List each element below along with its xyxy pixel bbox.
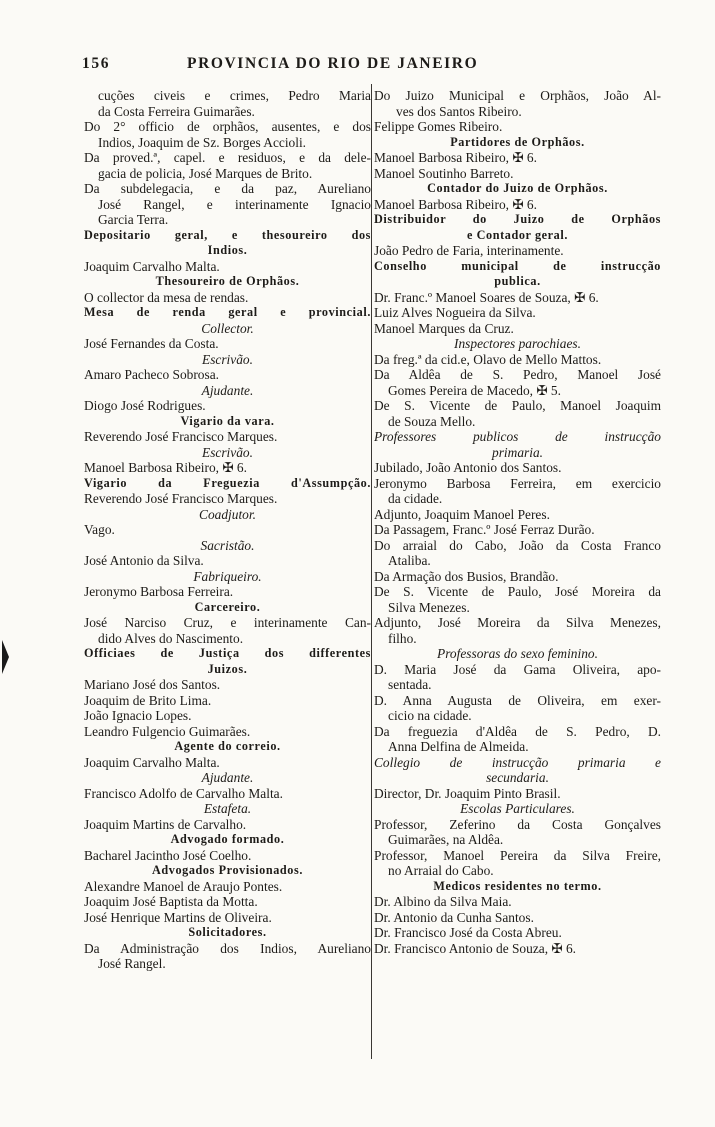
- text-line: Reverendo José Francisco Marques.: [84, 491, 278, 506]
- left-column: [84, 88, 371, 972]
- section-heading: Conselho municipal de instrucção: [374, 258, 661, 273]
- text-line: Da Aldêa de S. Pedro, Manoel José: [374, 367, 661, 382]
- text-line: Adjunto, Joaquim Manoel Peres.: [374, 506, 550, 522]
- text-line: D. Maria José da Gama Oliveira, apo-: [374, 661, 661, 677]
- section-heading: Distribuidor do Juizo de Orphãos: [374, 212, 661, 226]
- text-line: Da Passagem, Franc.º José Ferraz Durão.: [374, 522, 595, 537]
- text-line: De S. Vicente de Paulo, José Moreira da: [374, 584, 661, 599]
- page-title: PROVINCIA DO RIO DE JANEIRO: [187, 55, 479, 72]
- text-line: Manoel Barbosa Ribeiro, ✠ 6.: [84, 460, 247, 475]
- section-heading: Advogado formado.: [170, 832, 285, 846]
- text-line: Manoel Barbosa Ribeiro, ✠ 6.: [374, 150, 537, 165]
- text-line: Alexandre Manoel de Araujo Pontes.: [84, 878, 283, 894]
- text-line: Professor, Manoel Pereira da Silva Freire,: [374, 847, 661, 863]
- text-line: José Fernandes da Costa.: [84, 336, 219, 351]
- section-heading: Juizos.: [207, 661, 248, 676]
- text-line: Adjunto, José Moreira da Silva Menezes,: [374, 615, 661, 630]
- section-heading: Agente do correio.: [174, 739, 281, 753]
- text-line: Indios, Joaquim de Sz. Borges Accioli.: [98, 134, 307, 150]
- text-line: Joaquim José Baptista da Motta.: [84, 894, 258, 909]
- section-heading: e Contador geral.: [466, 227, 569, 242]
- role-heading: Escrivão.: [202, 444, 253, 460]
- text-line: Dr. Albino da Silva Maia.: [374, 894, 512, 909]
- margin-bracket-mark: [2, 640, 9, 674]
- text-line: Professor, Zeferino da Costa Gonçalves: [374, 816, 661, 832]
- section-heading: Carcereiro.: [194, 599, 261, 614]
- text-line: Amaro Pacheco Sobrosa.: [84, 367, 219, 382]
- text-line: Felippe Gomes Ribeiro.: [374, 119, 503, 134]
- text-line: José Rangel.: [98, 956, 166, 971]
- section-heading: Officiaes de Justiça dos differentes: [84, 646, 371, 660]
- role-heading: Inspectores parochiaes.: [454, 336, 581, 351]
- text-line: D. Anna Augusta de Oliveira, em exer-: [374, 692, 661, 708]
- text-line: Manoel Barbosa Ribeiro, ✠ 6.: [374, 196, 537, 212]
- text-line: Da freguezia d'Aldêa de S. Pedro, D.: [374, 723, 661, 739]
- section-heading: Medicos residentes no termo.: [433, 878, 602, 893]
- text-line: Dr. Franc.º Manoel Soares de Souza, ✠ 6.: [374, 289, 599, 305]
- page-number: 156: [82, 55, 111, 72]
- text-line: Bacharel Jacintho José Coelho.: [84, 847, 252, 863]
- text-line: Da subdelegacia, e da paz, Aureliano: [84, 181, 371, 196]
- text-line: Jeronymo Barbosa Ferreira, em exercicio: [374, 475, 661, 491]
- section-heading: Thesoureiro de Orphãos.: [155, 274, 300, 288]
- section-heading: publica.: [494, 274, 541, 288]
- text-line: Joaquim de Brito Lima.: [84, 692, 212, 708]
- text-line: gacia de policia, José Marques de Brito.: [98, 165, 313, 181]
- text-line: Gomes Pereira de Macedo, ✠ 5.: [388, 382, 561, 398]
- text-line: da Costa Ferreira Guimarães.: [98, 103, 255, 119]
- role-heading: Collegio de instrucção primaria e: [374, 754, 661, 770]
- text-line: José Henrique Martins de Oliveira.: [84, 909, 272, 925]
- text-line: Do arraial do Cabo, João da Costa Franco: [374, 537, 661, 553]
- text-line: Leandro Fulgencio Guimarães.: [84, 723, 251, 739]
- text-line: Do Juizo Municipal e Orphãos, João Al-: [374, 88, 661, 103]
- text-line: Jeronymo Barbosa Ferreira.: [84, 584, 234, 599]
- text-line: ves dos Santos Ribeiro.: [396, 103, 522, 119]
- text-line: cuções civeis e crimes, Pedro Maria: [98, 88, 371, 103]
- text-line: Luiz Alves Nogueira da Silva.: [374, 305, 536, 320]
- text-line: De S. Vicente de Paulo, Manoel Joaquim: [374, 398, 661, 413]
- text-line: Da Armação dos Busios, Brandão.: [374, 568, 559, 584]
- text-line: João Ignacio Lopes.: [84, 708, 192, 723]
- role-heading: secundaria.: [486, 770, 549, 785]
- section-heading: Indios.: [207, 243, 248, 257]
- text-line: Dr. Antonio da Cunha Santos.: [374, 909, 534, 925]
- section-heading: Vigario da vara.: [180, 413, 275, 428]
- text-line: Diogo José Rodrigues.: [84, 398, 206, 413]
- role-heading: Sacristão.: [200, 537, 255, 553]
- text-line: Da Administração dos Indios, Aureliano: [84, 940, 371, 956]
- text-line: Silva Menezes.: [388, 599, 470, 615]
- role-heading: primaria.: [492, 444, 543, 460]
- section-heading: Contador do Juizo de Orphãos.: [427, 181, 608, 195]
- text-line: Joaquim Carvalho Malta.: [84, 754, 220, 770]
- text-line: José Narciso Cruz, e interinamente Can-: [84, 615, 371, 630]
- text-line: cicio na cidade.: [388, 708, 472, 723]
- text-line: Guimarães, na Aldêa.: [388, 832, 504, 847]
- role-heading: Escolas Particulares.: [460, 801, 575, 816]
- text-line: Manoel Soutinho Barreto.: [374, 165, 514, 181]
- text-line: José Rangel, e interinamente Ignacio: [98, 196, 371, 212]
- role-heading: Estafeta.: [203, 801, 252, 816]
- role-heading: Professores publicos de instrucção: [374, 429, 661, 444]
- text-line: Anna Delfina de Almeida.: [388, 739, 529, 754]
- text-line: O collector da mesa de rendas.: [84, 289, 249, 305]
- text-line: Do 2° officio de orphãos, ausentes, e dos: [84, 119, 371, 134]
- text-line: dido Alves do Nascimento.: [98, 630, 244, 646]
- text-line: José Antonio da Silva.: [84, 553, 204, 568]
- text-line: Vago.: [84, 522, 115, 537]
- role-heading: Ajudante.: [201, 382, 254, 398]
- text-line: Francisco Adolfo de Carvalho Malta.: [84, 785, 283, 801]
- section-heading: Depositario geral, e thesoureiro dos: [84, 227, 371, 242]
- text-line: Mariano José dos Santos.: [84, 677, 221, 692]
- text-line: Joaquim Martins de Carvalho.: [84, 816, 247, 832]
- text-line: no Arraial do Cabo.: [388, 863, 494, 878]
- role-heading: Collector.: [201, 320, 254, 336]
- section-heading: Partidores de Orphãos.: [450, 134, 585, 149]
- text-line: Garcia Terra.: [98, 212, 169, 227]
- text-line: sentada.: [388, 677, 432, 692]
- text-line: Dr. Francisco Antonio de Souza, ✠ 6.: [374, 940, 577, 956]
- text-line: Da proved.ª, capel. e residuos, e da dele-: [84, 150, 371, 165]
- text-line: de Souza Mello.: [388, 413, 476, 429]
- column-divider: [371, 84, 372, 1059]
- role-heading: Professoras do sexo feminino.: [437, 646, 598, 661]
- role-heading: Ajudante.: [201, 770, 254, 785]
- role-heading: Escrivão.: [202, 351, 253, 367]
- right-column: [374, 88, 661, 956]
- text-line: filho.: [388, 630, 417, 646]
- page-header: [82, 55, 672, 79]
- section-heading: Advogados Provisionados.: [152, 863, 303, 877]
- text-line: Dr. Francisco José da Costa Abreu.: [374, 925, 562, 940]
- text-line: Da freg.ª da cid.e, Olavo de Mello Mattos.: [374, 351, 602, 367]
- text-line: Joaquim Carvalho Malta.: [84, 258, 220, 274]
- role-heading: Coadjutor.: [199, 506, 256, 522]
- text-line: Director, Dr. Joaquim Pinto Brasil.: [374, 785, 561, 801]
- text-line: João Pedro de Faria, interinamente.: [374, 243, 564, 258]
- text-line: Ataliba.: [388, 553, 431, 568]
- text-line: da cidade.: [388, 491, 443, 506]
- section-heading: Vigario da Freguezia d'Assumpção.: [84, 475, 371, 490]
- text-line: Reverendo José Francisco Marques.: [84, 429, 278, 444]
- section-heading: Solicitadores.: [188, 925, 267, 939]
- role-heading: Fabriqueiro.: [193, 568, 262, 584]
- text-line: Manoel Marques da Cruz.: [374, 320, 514, 336]
- text-line: Jubilado, João Antonio dos Santos.: [374, 460, 562, 475]
- section-heading: Mesa de renda geral e provincial.: [84, 305, 371, 319]
